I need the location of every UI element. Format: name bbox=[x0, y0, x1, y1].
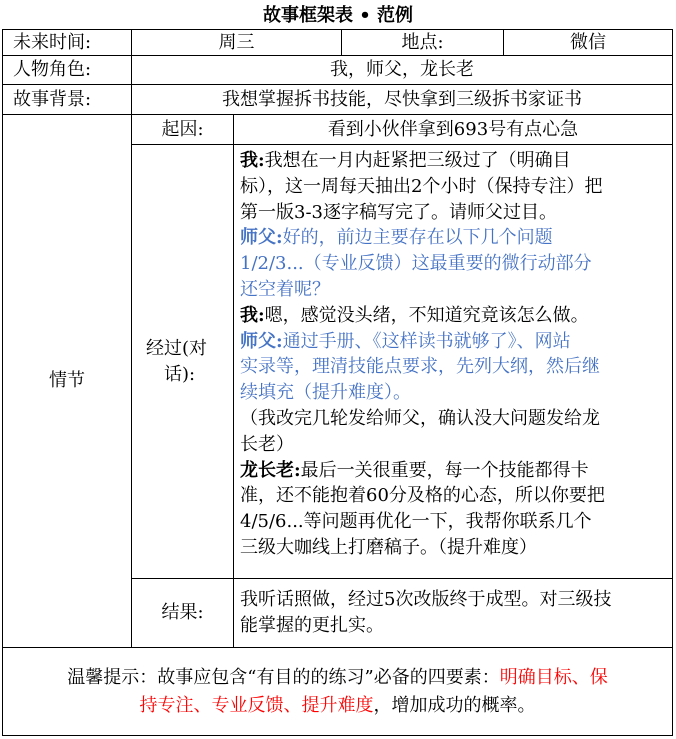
dialogue-line: 1/2/3...（专业反馈）这最重要的微行动部分 bbox=[240, 253, 592, 275]
dialogue-text: 我想在一月内赶紧把三级过了（明确目 bbox=[264, 150, 571, 171]
dialogue-line: 还空着呢？ bbox=[240, 278, 330, 300]
time-label: 未来时间: bbox=[13, 31, 92, 53]
result-label: 结果: bbox=[161, 602, 204, 623]
time-value: 周三 bbox=[218, 31, 255, 53]
background-label: 故事背景: bbox=[13, 88, 92, 110]
dialogue-line: 准，还不能抱着60分及格的心态，所以你要把 bbox=[240, 485, 605, 507]
dialogue-line bbox=[240, 303, 668, 329]
dialogue-line: 续填充（提升难度）。 bbox=[240, 382, 411, 404]
table-border-right bbox=[672, 29, 673, 736]
tip-highlight: 明确目标、保 bbox=[499, 667, 608, 688]
speaker-me: 我: bbox=[240, 304, 265, 326]
dialogue-line bbox=[240, 329, 668, 355]
dialogue-line bbox=[240, 225, 668, 251]
tip-suffix: ，增加成功的概率。 bbox=[373, 695, 536, 716]
dialogue-line bbox=[240, 458, 668, 484]
process-label bbox=[132, 336, 233, 388]
tip-box bbox=[3, 664, 672, 724]
table-border-bottom bbox=[2, 647, 673, 648]
process-label-line: 经过(对 bbox=[146, 338, 208, 359]
tip-line bbox=[3, 692, 672, 720]
speaker-elder: 龙长老: bbox=[240, 459, 301, 481]
roles-value: 我，师父，龙长老 bbox=[330, 59, 474, 80]
dialogue-line: 长老） bbox=[240, 433, 294, 455]
tip-highlight: 持专注、专业反馈、提升难度 bbox=[139, 695, 374, 716]
tip-line bbox=[3, 664, 672, 692]
tip-prefix: 温馨提示：故事应包含“有目的的练习”必备的四要素： bbox=[67, 667, 500, 688]
result-line: 能掌握的更扎实。 bbox=[240, 614, 384, 636]
process-label-line: 话): bbox=[164, 364, 196, 385]
row-divider bbox=[131, 144, 673, 145]
page-title: 故事框架表 • 范例 bbox=[262, 5, 414, 26]
cause-label: 起因: bbox=[161, 118, 204, 140]
place-value: 微信 bbox=[570, 31, 606, 53]
background-value: 我想掌握拆书技能，尽快拿到三级拆书家证书 bbox=[222, 88, 582, 110]
dialogue-line: 4/5/6...等问题再优化一下，我帮你联系几个 bbox=[240, 511, 592, 533]
dialogue bbox=[234, 148, 672, 578]
dialogue-line: 标），这一周每天抽出2个小时（保持专注）把 bbox=[240, 175, 603, 197]
dialogue-line bbox=[240, 148, 668, 174]
dialogue-text: 好的，前边主要存在以下几个问题 bbox=[282, 227, 553, 249]
roles-label: 人物角色: bbox=[13, 59, 92, 80]
place-label: 地点: bbox=[401, 31, 444, 53]
dialogue-line: 三级大咖线上打磨稿子。（提升难度） bbox=[240, 536, 537, 558]
speaker-me: 我: bbox=[240, 150, 265, 171]
plot-label: 情节 bbox=[49, 370, 85, 391]
speaker-master: 师父: bbox=[240, 227, 283, 249]
result-value bbox=[234, 587, 672, 643]
dialogue-line: 实录等，理清技能点要求，先列大纲，然后继 bbox=[240, 356, 600, 378]
dialogue-text: 最后一关很重要，每一个技能都得卡 bbox=[300, 459, 589, 481]
dialogue-line: 第一版3-3逐字稿写完了。请师父过目。 bbox=[240, 201, 557, 223]
speaker-master: 师父: bbox=[240, 330, 283, 352]
cause-value: 看到小伙伴拿到693号有点心急 bbox=[327, 118, 579, 140]
dialogue-line: （我改完几轮发给师父，确认没大问题发给龙 bbox=[240, 407, 600, 429]
dialogue-text: 通过手册、《这样读书就够了》、网站 bbox=[282, 330, 571, 352]
result-line: 我听话照做，经过5次改版终于成型。对三级技 bbox=[240, 589, 612, 610]
dialogue-text: 嗯，感觉没头绪，不知道究竟该怎么做。 bbox=[264, 304, 589, 326]
tip-border-bottom bbox=[2, 735, 673, 736]
